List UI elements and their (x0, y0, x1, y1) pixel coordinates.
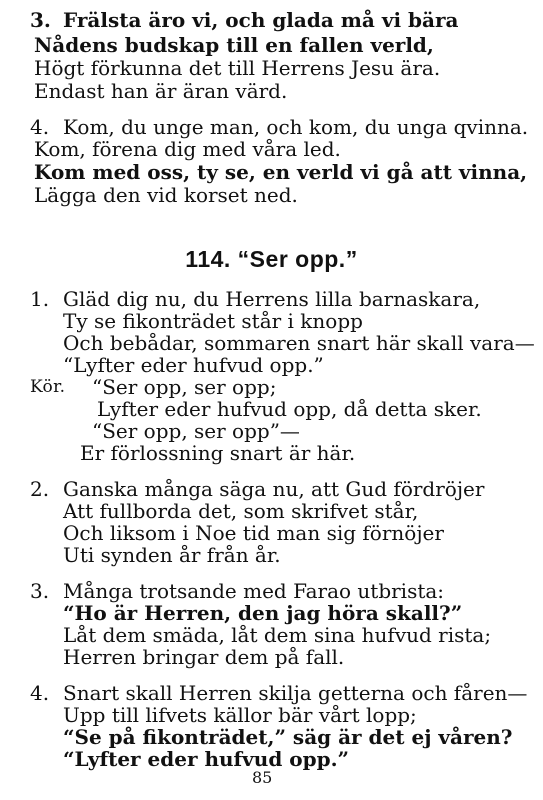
verse-number: 1. (30, 287, 50, 311)
verse-line: Endast han är äran värd. (34, 79, 288, 103)
verse-line: Ganska många säga nu, att Gud fördröjer (63, 477, 485, 501)
verse-number: 4. (30, 681, 50, 705)
verse-line: Kom, förena dig med våra led. (34, 137, 341, 161)
chorus-line: “Ser opp, ser opp”— (92, 419, 300, 443)
verse-line: Gläd dig nu, du Herrens lilla barnaskara, (63, 287, 481, 311)
verse-number: 2. (30, 477, 50, 501)
chorus-line: Lyfter eder hufvud opp, då detta sker. (97, 397, 482, 421)
verse-line: “Lyfter eder hufvud opp.” (63, 353, 324, 377)
verse-line: “Lyfter eder hufvud opp.” (63, 747, 350, 771)
chorus-line: Er förlossning snart är här. (80, 441, 356, 465)
chorus-line: “Ser opp, ser opp; (92, 375, 277, 399)
verse-line: Ty se fikonträdet står i knopp (63, 309, 363, 333)
verse-line: Upp till lifvets källor bär vårt lopp; (63, 703, 417, 727)
verse-line: “Ho är Herren, den jag höra skall?” (63, 601, 463, 625)
verse-line: Och liksom i Noe tid man sig förnöjer (63, 521, 444, 545)
verse-line: Att fullborda det, som skrifvet står, (63, 499, 419, 523)
verse-line: “Se på fikonträdet,” säg är det ej våren? (63, 725, 513, 749)
verse-number: 4. (30, 115, 50, 139)
hymn-title: 114. “Ser opp.” (185, 246, 358, 272)
verse-line: Lägga den vid korset ned. (34, 183, 298, 207)
verse-line: Snart skall Herren skilja getterna och fåren— (63, 681, 528, 705)
verse-line: Kom med oss, ty se, en verld vi gå att vinna, (34, 160, 528, 184)
verse-line: Frälsta äro vi, och glada må vi bära (63, 8, 459, 32)
verse-line: Uti synden år från år. (63, 543, 281, 567)
chorus-label: Kör. (30, 377, 66, 397)
verse-line: Nådens budskap till en fallen verld, (34, 33, 434, 57)
verse-line: Kom, du unge man, och kom, du unga qvinna. (63, 115, 529, 139)
verse-line: Högt förkunna det till Herrens Jesu ära. (34, 56, 441, 80)
verse-line: Låt dem smäda, låt dem sina hufvud rista; (63, 623, 492, 647)
verse-line: Herren bringar dem på fall. (63, 645, 345, 669)
verse-number: 3. (30, 579, 50, 603)
verse-line: Och bebådar, sommaren snart här skall vara— (63, 331, 535, 355)
verse-line: Många trotsande med Farao utbrista: (63, 579, 445, 603)
page-number: 85 (252, 768, 273, 787)
verse-number: 3. (30, 8, 51, 32)
